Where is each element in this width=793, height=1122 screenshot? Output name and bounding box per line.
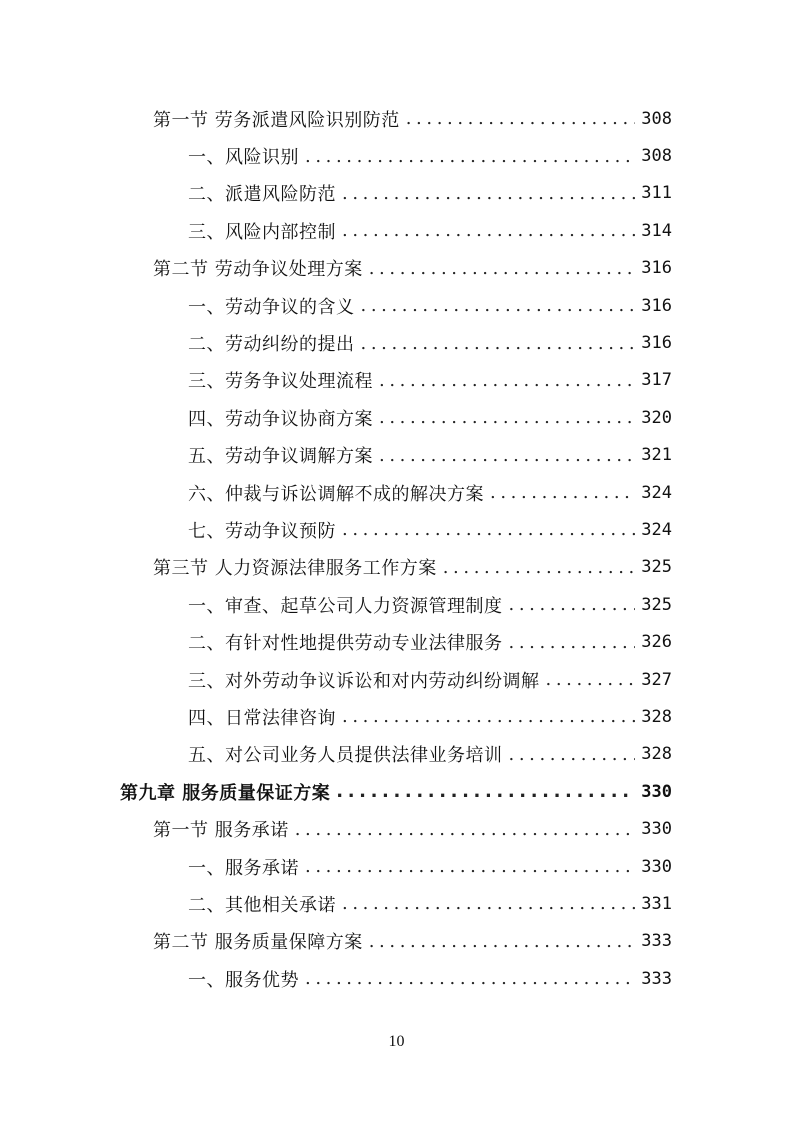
toc-entry[interactable] <box>0 437 793 474</box>
toc-entry-title: 五、对公司业务人员提供法律业务培训 <box>188 745 503 767</box>
toc-entry[interactable] <box>0 923 793 960</box>
toc-entry-page-number: 320 <box>641 407 672 428</box>
toc-entry-line <box>188 704 672 730</box>
toc-entry-title: 三、风险内部控制 <box>188 221 336 243</box>
dot-leader <box>342 519 635 540</box>
toc-entry-page-number: 316 <box>641 258 672 279</box>
dot-leader <box>509 594 636 615</box>
toc-entry-line <box>188 367 672 393</box>
toc-entry-page-number: 321 <box>641 445 672 466</box>
toc-entry[interactable] <box>0 324 793 361</box>
toc-entry-title: 第二节 服务质量保障方案 <box>153 932 363 954</box>
dot-leader <box>546 669 636 690</box>
toc-entry-line <box>188 966 672 992</box>
toc-entry[interactable] <box>0 960 793 997</box>
toc-entry-line <box>188 741 672 767</box>
dot-leader <box>342 893 635 914</box>
toc-entry[interactable] <box>0 137 793 174</box>
toc-entry-line <box>188 442 672 468</box>
toc-entry-title: 第九章 服务质量保证方案 <box>120 782 331 804</box>
dot-leader <box>509 744 636 765</box>
dot-leader <box>305 968 635 989</box>
toc-entry-title: 二、派遣风险防范 <box>188 184 336 206</box>
toc-entry-title: 七、劳动争议预防 <box>188 520 336 542</box>
toc-entry-page-number: 330 <box>641 856 672 877</box>
table-of-contents <box>0 100 793 997</box>
toc-entry-line <box>188 405 672 431</box>
toc-entry-page-number: 316 <box>641 295 672 316</box>
toc-entry-title: 二、有针对性地提供劳动专业法律服务 <box>188 633 503 655</box>
toc-entry-page-number: 308 <box>641 108 672 129</box>
dot-leader <box>406 108 636 129</box>
toc-entry-page-number: 331 <box>641 893 672 914</box>
dot-leader <box>336 781 635 802</box>
toc-entry-title: 四、日常法律咨询 <box>188 707 336 729</box>
dot-leader <box>305 146 635 167</box>
toc-entry[interactable] <box>0 623 793 660</box>
toc-entry-page-number: 328 <box>641 706 672 727</box>
dot-leader <box>369 258 636 279</box>
toc-entry-page-number: 325 <box>641 594 672 615</box>
toc-entry-line <box>188 517 672 543</box>
toc-entry-page-number: 327 <box>641 669 672 690</box>
dot-leader <box>509 632 636 653</box>
toc-entry-line <box>153 554 672 580</box>
toc-entry-title: 第二节 劳动争议处理方案 <box>153 259 363 281</box>
toc-entry[interactable] <box>0 100 793 137</box>
toc-entry[interactable] <box>0 287 793 324</box>
toc-entry-page-number: 325 <box>641 557 672 578</box>
toc-entry-line <box>153 928 672 954</box>
toc-entry-title: 第一节 服务承诺 <box>153 820 289 842</box>
toc-entry[interactable] <box>0 474 793 511</box>
toc-entry-title: 第三节 人力资源法律服务工作方案 <box>153 558 437 580</box>
toc-entry[interactable] <box>0 773 793 810</box>
toc-entry-title: 二、劳动纠纷的提出 <box>188 334 355 356</box>
toc-entry-page-number: 333 <box>641 931 672 952</box>
toc-entry-page-number: 311 <box>641 183 672 204</box>
toc-entry-line <box>188 293 672 319</box>
toc-entry-page-number: 308 <box>641 146 672 167</box>
toc-entry[interactable] <box>0 586 793 623</box>
toc-entry-title: 一、劳动争议的含义 <box>188 296 355 318</box>
toc-entry[interactable] <box>0 810 793 847</box>
toc-entry-line <box>120 779 672 805</box>
toc-entry-title: 三、劳务争议处理流程 <box>188 371 373 393</box>
toc-entry-line <box>188 629 672 655</box>
toc-entry-page-number: 316 <box>641 333 672 354</box>
dot-leader <box>443 557 636 578</box>
dot-leader <box>369 931 636 952</box>
toc-entry-page-number: 324 <box>641 519 672 540</box>
toc-entry-line <box>188 667 672 693</box>
toc-entry-line <box>188 480 672 506</box>
toc-entry[interactable] <box>0 175 793 212</box>
page-number: 10 <box>388 1033 405 1050</box>
toc-entry-title: 四、劳动争议协商方案 <box>188 408 373 430</box>
toc-entry[interactable] <box>0 250 793 287</box>
toc-entry-title: 三、对外劳动争议诉讼和对内劳动纠纷调解 <box>188 670 540 692</box>
toc-entry-title: 六、仲裁与诉讼调解不成的解决方案 <box>188 483 484 505</box>
toc-entry[interactable] <box>0 399 793 436</box>
toc-entry-title: 第一节 劳务派遣风险识别防范 <box>153 109 400 131</box>
toc-entry-line <box>153 255 672 281</box>
toc-entry-line <box>188 180 672 206</box>
toc-entry-page-number: 328 <box>641 744 672 765</box>
toc-entry[interactable] <box>0 212 793 249</box>
toc-entry[interactable] <box>0 661 793 698</box>
toc-entry[interactable] <box>0 362 793 399</box>
dot-leader <box>361 333 636 354</box>
toc-entry-page-number: 330 <box>641 819 672 840</box>
dot-leader <box>342 183 635 204</box>
dot-leader <box>379 445 635 466</box>
toc-entry-page-number: 314 <box>641 220 672 241</box>
dot-leader <box>361 295 636 316</box>
toc-entry[interactable] <box>0 511 793 548</box>
toc-entry[interactable] <box>0 549 793 586</box>
toc-entry-title: 一、审查、起草公司人力资源管理制度 <box>188 595 503 617</box>
toc-entry-page-number: 326 <box>641 632 672 653</box>
toc-entry-line <box>188 592 672 618</box>
toc-entry-line <box>188 330 672 356</box>
toc-entry-page-number: 324 <box>641 482 672 503</box>
toc-entry[interactable] <box>0 736 793 773</box>
toc-entry-title: 一、风险识别 <box>188 147 299 169</box>
dot-leader <box>342 706 635 727</box>
dot-leader <box>490 482 635 503</box>
dot-leader <box>379 370 635 391</box>
toc-entry[interactable] <box>0 698 793 735</box>
toc-entry-line <box>153 816 672 842</box>
toc-entry-title: 二、其他相关承诺 <box>188 894 336 916</box>
dot-leader <box>379 407 635 428</box>
toc-entry-line <box>188 218 672 244</box>
toc-entry-page-number: 317 <box>641 370 672 391</box>
toc-entry-page-number: 333 <box>641 968 672 989</box>
dot-leader <box>295 819 636 840</box>
toc-entry-page-number: 330 <box>641 781 672 802</box>
toc-entry-title: 一、服务承诺 <box>188 857 299 879</box>
toc-entry-line <box>153 106 672 132</box>
toc-entry[interactable] <box>0 885 793 922</box>
toc-entry-line <box>188 143 672 169</box>
toc-entry-line <box>188 854 672 880</box>
toc-entry-title: 一、服务优势 <box>188 969 299 991</box>
toc-entry-title: 五、劳动争议调解方案 <box>188 446 373 468</box>
toc-entry-line <box>188 891 672 917</box>
dot-leader <box>342 220 635 241</box>
dot-leader <box>305 856 635 877</box>
toc-entry[interactable] <box>0 848 793 885</box>
